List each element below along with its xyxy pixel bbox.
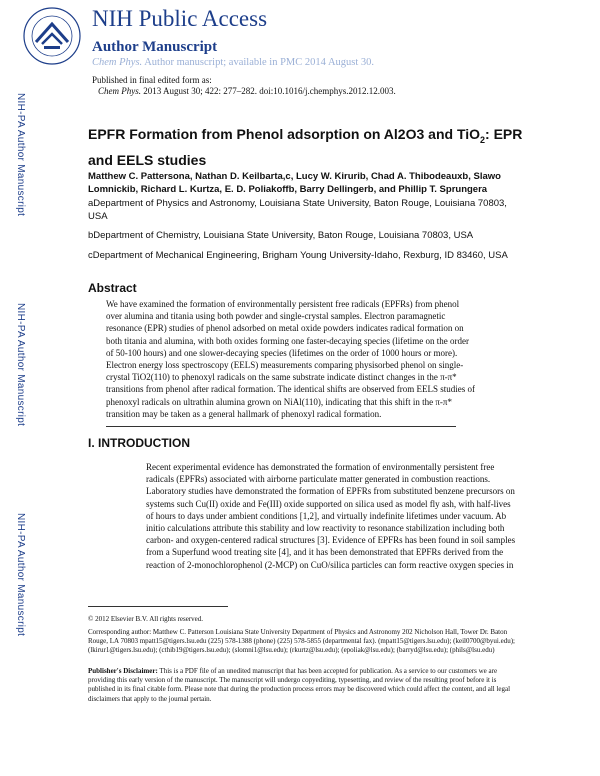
abstract-text: We have examined the formation of environmentally persistent free radicals (EPFRs) from phenol over alumina and titania using both powder and single-crystal samples. Electron paramagnetic resonance (EPR) studies of phenol adsorbed on metal oxide powders indicates radical formation on both titania and alumina, with both oxides forming one faster-decaying species (lifetime on the order of 50-100 hours) and one slower-decaying species (lifetimes on the order of 1000 hours or more). Electron energy loss spectroscopy (EELS) measurements comparing physisorbed phenol on single-crystal TiO2(110) to phenoxyl radicals on the same substrate indicate distinct changes in the π-π* transitions from phenol after radical formation. The identical shifts are observed from EELS studies of phenoxyl radicals on ultrathin alumina grown on NiAl(110), indicating that this shift in the π-π* transition may be taken as a general hallmark of phenoxyl radical formation.: [106, 299, 475, 419]
side-label-bottom: NIH-PA Author Manuscript: [15, 513, 26, 637]
published-label: Published in final edited form as:: [92, 75, 212, 85]
affiliation-b: bDepartment of Chemistry, Louisiana State University, Baton Rouge, Louisiana 70803, USA: [88, 230, 474, 241]
journal-name: Chem Phys.: [92, 57, 143, 68]
introduction-text: Recent experimental evidence has demonstrated the formation of environmentally persistent free radicals (EPFRs) associated with airborne particulate matter generated in combustion reactions. Laboratory studies have demonstrated the formation of EPFRs from substituted benzene precursors on systems such Cu(II) oxide and Fe(III) oxide supported on silica used as model fly ash, with half-lives of hours to days under ambient conditions [1,2], and virtually indefinite lifetimes under vacuum. Ab initio calculations attribute this stability and low reactivity to resonance stabilization including both carbon- and oxygen-centered radical structures [3]. Evidence of EPFRs has been found in soil samples from a Superfund wood treating site [4], and it has been demonstrated that EPFRs derived from the reaction of 2-monochlorophenol (2-MCP) on CuO/silica particles can form reactive oxygen species in: [146, 462, 516, 570]
disclaimer-text: This is a PDF file of an unedited manuscript that has been accepted for publication. As a service to our customers we are providing this early version of the manuscript. The manuscript will undergo copyediting, typesetting, and review of the resulting proof before it is published in its final citable form. Please note that during the production process errors may be discovered which could affect the content, and all legal disclaimers that apply to the journal pertain.: [88, 667, 511, 703]
disclaimer-label: Publisher's Disclaimer:: [88, 667, 158, 675]
nih-seal-logo: [22, 6, 82, 66]
footnote-divider: [88, 606, 228, 607]
citation: [98, 86, 396, 96]
availability-text: Author manuscript; available in PMC 2014 August 30.: [142, 57, 375, 68]
side-label-middle: NIH-PA Author Manuscript: [15, 303, 26, 427]
affiliation-a: aDepartment of Physics and Astronomy, Louisiana State University, Baton Rouge, Louisiana 70803, USA: [88, 198, 507, 222]
copyright-notice: © 2012 Elsevier B.V. All rights reserved.: [88, 615, 204, 623]
introduction-heading: I. INTRODUCTION: [88, 436, 190, 450]
nih-public-access-title: NIH Public Access: [92, 6, 268, 31]
side-label-top: NIH-PA Author Manuscript: [15, 93, 26, 217]
abstract-heading: Abstract: [88, 281, 137, 295]
citation-journal: Chem Phys.: [98, 86, 141, 96]
abstract-divider: [106, 426, 456, 427]
citation-details: 2013 August 30; 422: 277–282. doi:10.1016/j.chemphys.2012.12.003.: [141, 86, 396, 96]
author-manuscript-label: Author Manuscript: [92, 39, 218, 55]
publisher-disclaimer: [88, 667, 523, 704]
correspondence-note: Corresponding author: Matthew C. Patterson Louisiana State University Department of Physics and Astronomy 202 Nicholson Hall, Tower Dr. Baton Rouge, LA 70803 mpatt15@tigers.lsu.edu (225) 578-1388 (phone) (225) 578-5855 (departmental fax). (mpatt15@tigers.lsu.edu); (keil0700@byui.edu); (lkirur1@tigers.lsu.edu); (cthib19@tigers.lsu.edu); (slomni1@lsu.edu); (rkurtz@lsu.edu); (epoliak@lsu.edu); (barryd@lsu.edu); (phils@lsu.edu): [88, 628, 516, 655]
author-list: Matthew C. Pattersona, Nathan D. Keilbarta,c, Lucy W. Kirurib, Chad A. Thibodeauxb, Slawo Lomnickib, Richard L. Kurtza, E. D. Poliakoffb, Barry Dellingerb, and Phillip T. Sprungera: [88, 171, 501, 195]
paper-title: EPFR Formation from Phenol adsorption on Al2O3 and TiO$_2$: EPR and EELS studies: [88, 126, 523, 168]
affiliation-c: cDepartment of Mechanical Engineering, Brigham Young University-Idaho, Rexburg, ID 83460, USA: [88, 250, 508, 261]
journal-availability: [92, 57, 374, 68]
